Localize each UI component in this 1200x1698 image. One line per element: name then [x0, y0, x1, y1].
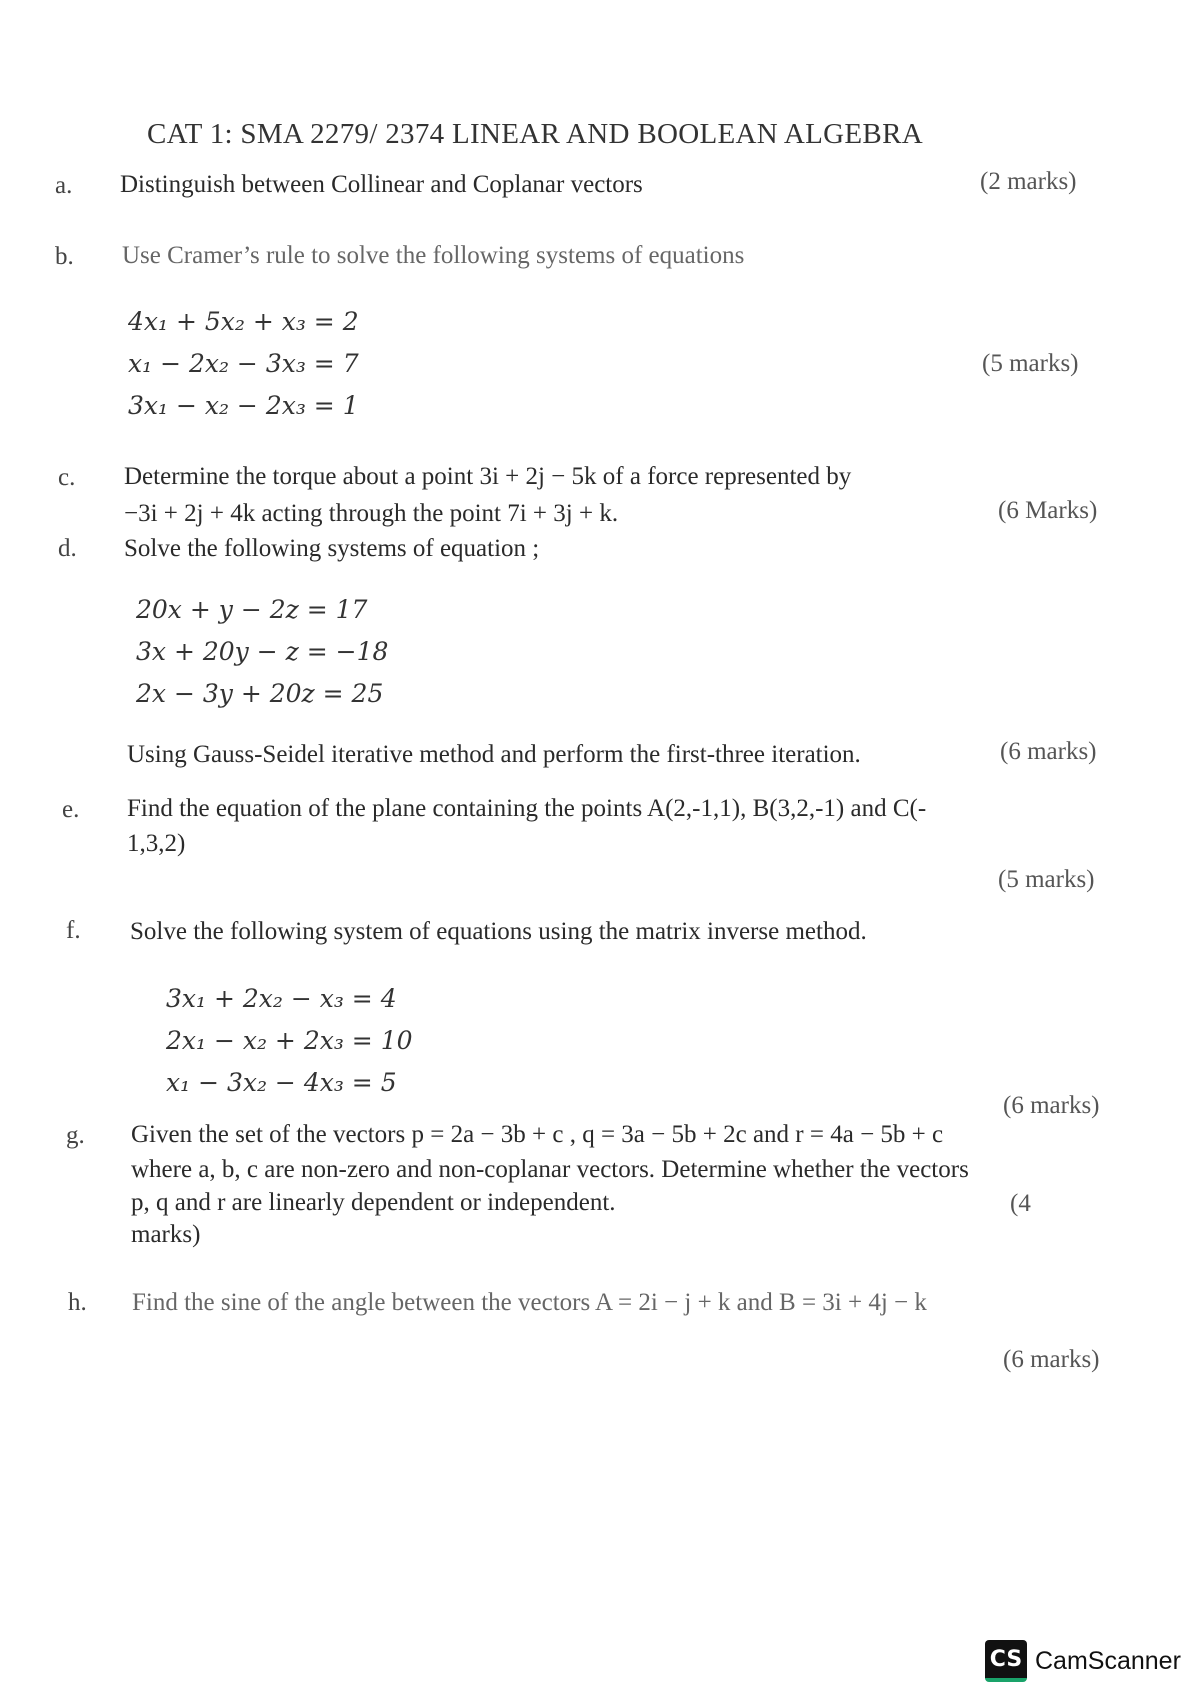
question-g-marks-a: (4: [1010, 1190, 1031, 1217]
question-a-letter: a.: [55, 172, 73, 199]
question-d-text: Solve the following systems of equation ;: [124, 535, 540, 562]
question-d-method: Using Gauss-Seidel iterative method and perform the first-three iteration.: [127, 741, 861, 768]
question-b-text: Use Cramer’s rule to solve the following systems of equations: [122, 242, 745, 269]
question-a-text: Distinguish between Collinear and Coplanar vectors: [120, 171, 643, 198]
equation: 4x₁ + 5x₂ + x₃ = 2: [128, 307, 359, 336]
question-f-equations: [166, 978, 413, 1104]
equation: 20x + y − 2z = 17: [136, 595, 368, 624]
question-g-line1: Given the set of the vectors p = 2a − 3b + c , q = 3a − 5b + 2c and r = 4a − 5b + c: [131, 1121, 944, 1148]
camscanner-logo-icon: CS: [985, 1640, 1027, 1682]
question-e-marks: (5 marks): [998, 866, 1095, 893]
question-g-line3: p, q and r are linearly dependent or independent.: [131, 1189, 616, 1216]
question-g-marks-b: marks): [131, 1221, 201, 1248]
question-c-letter: c.: [58, 464, 76, 491]
question-g-letter: g.: [66, 1122, 85, 1149]
equation: 2x₁ − x₂ + 2x₃ = 10: [166, 1026, 413, 1055]
question-h-letter: h.: [68, 1289, 87, 1316]
question-d-letter: d.: [58, 535, 77, 562]
question-h-marks: (6 marks): [1003, 1346, 1100, 1373]
question-h-text: Find the sine of the angle between the vectors A = 2i − j + k and B = 3i + 4j − k: [132, 1289, 927, 1316]
question-f-marks: (6 marks): [1003, 1092, 1100, 1119]
equation: 3x + 20y − z = −18: [136, 637, 389, 666]
question-d-marks: (6 marks): [1000, 738, 1097, 765]
equation: x₁ − 2x₂ − 3x₃ = 7: [128, 349, 359, 378]
equation: 3x₁ + 2x₂ − x₃ = 4: [166, 984, 397, 1013]
equation: 3x₁ − x₂ − 2x₃ = 1: [128, 391, 359, 420]
question-e-letter: e.: [62, 796, 80, 823]
question-b-marks: (5 marks): [982, 350, 1079, 377]
equation: 2x − 3y + 20z = 25: [136, 679, 384, 708]
question-c-marks: (6 Marks): [998, 497, 1098, 524]
question-b-equations: [128, 301, 359, 427]
question-d-equations: [136, 589, 388, 715]
camscanner-watermark: [985, 1640, 1181, 1682]
question-e-line1: Find the equation of the plane containing the points A(2,-1,1), B(3,2,-1) and C(-: [127, 795, 927, 822]
question-c-line2: −3i + 2j + 4k acting through the point 7i + 3j + k.: [124, 500, 619, 527]
question-b-letter: b.: [55, 243, 74, 270]
question-f-text: Solve the following system of equations using the matrix inverse method.: [130, 918, 867, 945]
question-f-letter: f.: [66, 917, 81, 944]
camscanner-logo-text: CamScanner: [1035, 1646, 1181, 1675]
question-a-marks: (2 marks): [980, 168, 1077, 195]
question-g-line2: where a, b, c are non-zero and non-coplanar vectors. Determine whether the vectors: [131, 1156, 969, 1183]
question-c-line1: Determine the torque about a point 3i + 2j − 5k of a force represented by: [124, 463, 852, 490]
equation: x₁ − 3x₂ − 4x₃ = 5: [166, 1068, 397, 1097]
page-title: CAT 1: SMA 2279/ 2374 LINEAR AND BOOLEAN ALGEBRA: [147, 118, 923, 150]
question-e-line2: 1,3,2): [127, 830, 186, 857]
